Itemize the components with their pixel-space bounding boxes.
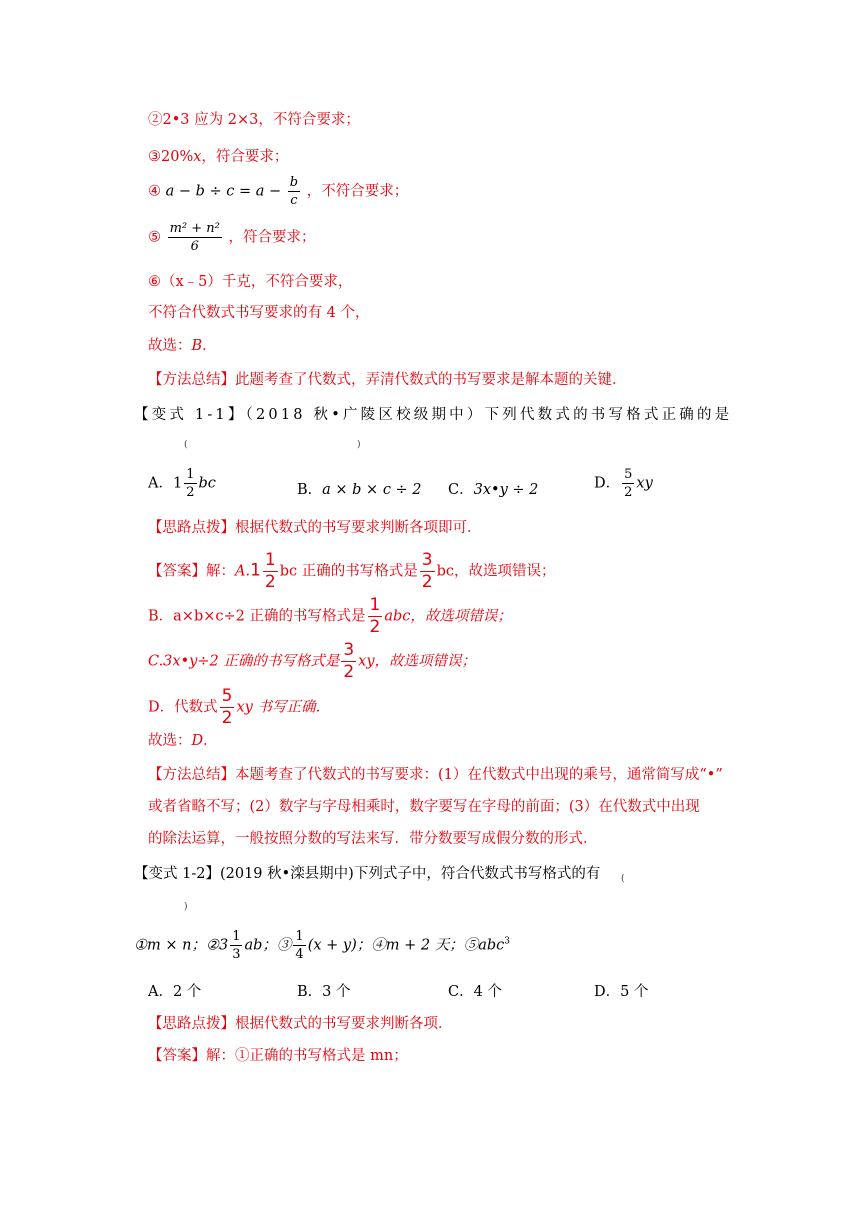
item4-prefix: ④ [148,183,161,200]
answer-d-prefix: D．代数式 [148,699,218,716]
option-a-den: 2 [186,485,195,500]
option-d-label: D． [594,475,621,492]
variant1-choice-label: 故选： [148,733,192,749]
variant2-items-sup: 3 [504,936,510,947]
item5-den: 6 [190,239,199,254]
option-a-tail: bc [198,475,216,492]
answer-a-prefix: A. [235,563,251,580]
answer-a-tail: bc，故选项错误； [436,563,556,580]
answer-a-fraction [263,552,278,591]
answer-c-tail: xy，故选项错误； [358,653,477,670]
answer-a-num2: 3 [421,550,433,570]
item5-num: m² + n² [169,221,220,236]
item4-expr: a − b ÷ c = a − [165,183,282,200]
variant2-frac1-den: 3 [232,947,241,962]
answer-a-den2: 2 [421,572,433,592]
variant2-items [134,930,510,961]
variant1-summary-line3: 的除法运算，一般按照分数的写法来写．带分数要写成假分数的形式． [148,831,598,847]
choice-value: B [191,338,203,354]
variant2-option-b: B．3 个 [297,984,351,1000]
answer-a-den: 2 [264,572,276,592]
variant1-choice [148,731,218,751]
variant1-answer-b [148,597,512,636]
choice-end: ． [202,338,217,354]
item5-suffix: ，符合要求； [228,229,316,246]
solution-choice [148,336,217,356]
answer-b-fraction [368,597,383,636]
option-b-label: B． [297,482,323,498]
option-b [297,478,422,499]
option-a-whole: 1 [172,475,183,492]
answer-a-fraction2 [420,552,435,591]
variant2-title: 【变式 1-2】(2019 秋•滦县期中)下列式子中，符合代数式书写格式的有 [134,866,601,882]
variant2-paren-close: ) [184,902,188,912]
option-d [594,468,653,499]
variant2-answer: 【答案】解：①正确的书写格式是 mn； [148,1048,408,1064]
variant2-items-part3: (x + y)；④m + 2 天；⑤abc [307,937,505,954]
variant2-items-part2: ab；③ [244,937,292,954]
variant2-paren-open: ( [621,874,625,884]
variant1-title: 【变式 1-1】（2018 秋•广陵区校级期中）下列代数式的书写格式正确的是 [134,407,733,423]
solution-item-4 [148,176,408,207]
variant1-answer-a [148,552,556,591]
variant1-hint: 【思路点拨】根据代数式的书写要求判断各项即可． [148,520,482,536]
variant2-option-d: D．5 个 [594,984,649,1000]
option-b-expr: a × b × c ÷ 2 [322,482,422,498]
option-c [448,478,538,499]
option-c-expr: 3x•y ÷ 2 [473,482,539,498]
variant1-paren-close: ) [357,440,361,450]
option-a-fraction [184,468,196,499]
item4-den: c [290,193,298,208]
answer-d-tail: xy 书写正确． [236,699,330,716]
option-d-tail: xy [636,475,653,492]
variant2-frac2-num: 1 [295,929,304,944]
option-d-fraction [622,468,634,499]
option-a-label: A． [148,475,173,492]
solution-item-5 [148,222,316,253]
answer-d-num: 5 [221,686,233,706]
variant2-frac1-num: 1 [232,929,241,944]
variant1-choice-end: ． [203,733,218,749]
answer-b-tail: abc，故选项错误； [384,608,512,625]
item3-prefix: ③20% [148,149,194,165]
answer-d-fraction [220,688,235,727]
answer-b-den: 2 [369,617,381,637]
solution-item-6: ⑥（x﹣5）千克，不符合要求， [148,274,353,290]
variant2-frac1 [230,930,242,961]
variant2-hint: 【思路点拨】根据代数式的书写要求判断各项． [148,1016,453,1032]
solution-summary: 【方法总结】此题考查了代数式，弄清代数式的书写要求是解本题的关键． [148,372,627,388]
variant1-answer-c [148,642,476,681]
option-a-num: 1 [186,467,195,482]
solution-item-3 [148,147,288,167]
option-d-den: 2 [624,485,633,500]
variant1-options [0,468,860,508]
option-d-num: 5 [624,467,633,482]
answer-a-num: 1 [264,550,276,570]
answer-b-num: 1 [369,595,381,615]
variant2-option-c: C．4 个 [448,984,502,1000]
variant1-paren-open: ( [184,440,188,450]
item3-var: x [193,149,202,165]
variant2-frac2-den: 4 [295,947,304,962]
option-c-label: C． [448,482,474,498]
solution-item-2: ②2•3 应为 2×3，不符合要求； [148,112,360,128]
item3-suffix: ，符合要求； [201,149,289,165]
answer-label: 【答案】解： [148,563,235,580]
answer-c-prefix: C.3x•y÷2 正确的书写格式是 [148,653,340,670]
item5-prefix: ⑤ [148,229,161,246]
answer-a-whole: 1 [250,560,261,581]
answer-d-den: 2 [221,708,233,728]
item4-fraction [288,176,300,207]
choice-label: 故选： [148,338,192,354]
variant2-items-part1: ①m × n；②3 [134,937,229,954]
variant2-frac2 [293,930,305,961]
variant1-summary-line2: 或者省略不写；(2）数字与字母相乘时，数字要写在字母的前面；(3）在代数式中出现 [148,799,700,815]
item4-suffix: ，不符合要求； [306,183,409,200]
item5-fraction [168,222,222,253]
variant1-answer-d [148,688,330,727]
answer-c-fraction [341,642,356,681]
variant1-choice-value: D [191,733,204,749]
variant2-option-a: A．2 个 [148,984,202,1000]
answer-a-mid: bc 正确的书写格式是 [279,563,418,580]
answer-b-prefix: B．a×b×c÷2 正确的书写格式是 [148,608,366,625]
item4-num: b [289,175,299,190]
answer-c-num: 3 [343,640,355,660]
solution-count-line: 不符合代数式书写要求的有 4 个， [148,305,370,321]
variant2-options [0,980,860,1004]
option-a [148,468,216,499]
answer-c-den: 2 [343,662,355,682]
variant1-summary-line1: 【方法总结】本题考查了代数式的书写要求：(1）在代数式中出现的乘号，通常简写成“•” [148,767,723,783]
